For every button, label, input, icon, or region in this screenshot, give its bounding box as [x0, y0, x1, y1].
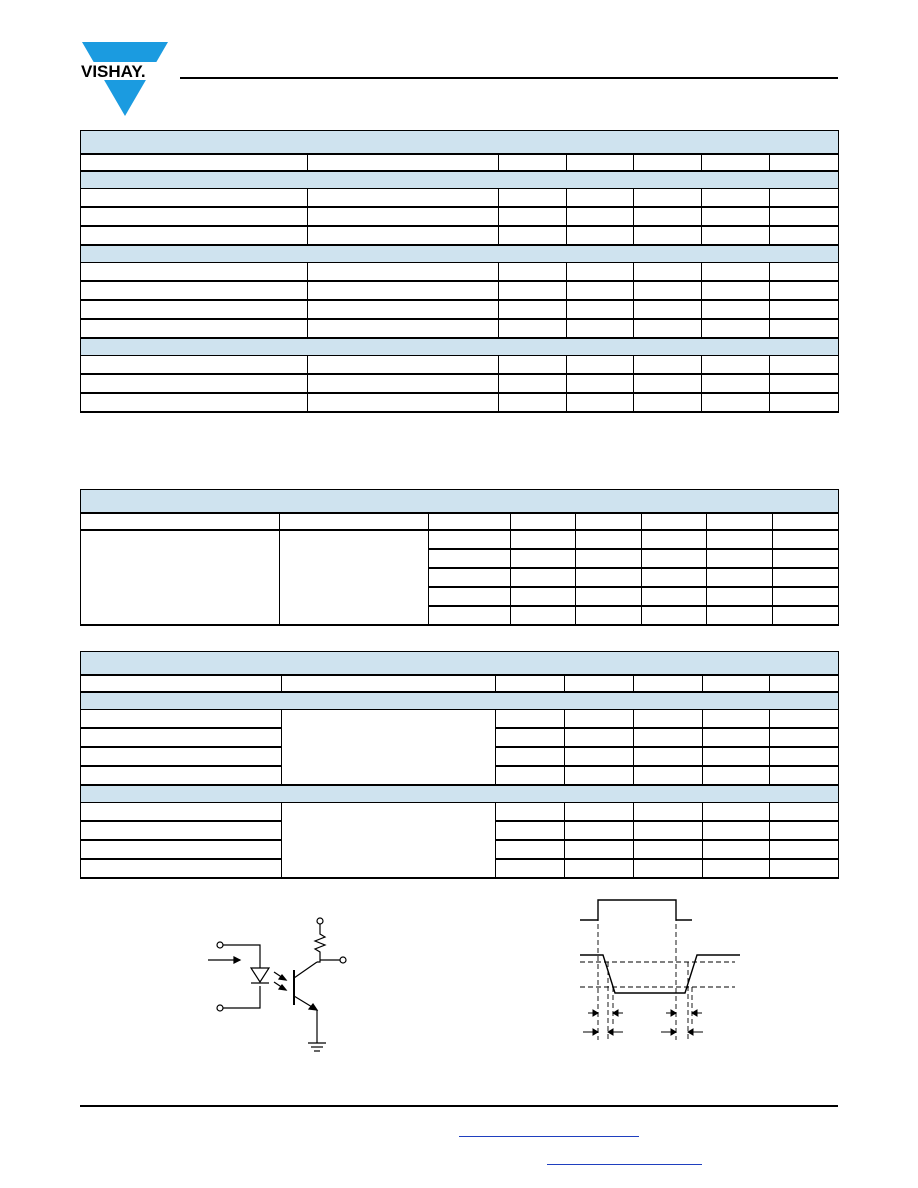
table-header-row — [81, 513, 839, 530]
optocoupler-test-circuit — [200, 910, 360, 1060]
table-section-row — [81, 245, 839, 263]
table-row — [81, 281, 839, 300]
table-row — [81, 356, 839, 375]
table-section-row — [81, 338, 839, 356]
vishay-logo — [80, 42, 170, 116]
table-title-row — [81, 131, 839, 155]
table-header-row — [81, 675, 839, 692]
supply-terminal — [317, 918, 323, 924]
svg-text:VISHAY.: VISHAY. — [81, 62, 146, 81]
table-row — [81, 226, 839, 245]
table-section-row — [81, 692, 839, 710]
characteristics-table-1 — [80, 130, 839, 413]
table-row — [81, 374, 839, 393]
table-row — [81, 393, 839, 412]
table-row — [81, 710, 839, 729]
output-terminal — [340, 957, 346, 963]
table-row — [81, 300, 839, 319]
switching-timing-diagram — [575, 895, 745, 1045]
table-row — [81, 319, 839, 338]
characteristics-table-2 — [80, 489, 839, 626]
input-terminal-bottom — [217, 1005, 223, 1011]
table-row — [81, 530, 839, 549]
input-pulse-waveform — [580, 900, 692, 920]
table-section-row — [81, 785, 839, 803]
footer-link-underline[interactable] — [547, 1164, 702, 1165]
footer-link-underline[interactable] — [459, 1136, 639, 1137]
header-rule — [180, 77, 838, 79]
table-title-row — [81, 652, 839, 676]
table-title-row — [81, 490, 839, 514]
input-terminal-top — [217, 942, 223, 948]
table-row — [81, 803, 839, 822]
table-row — [81, 189, 839, 208]
led-icon — [251, 968, 269, 982]
table-row — [81, 207, 839, 226]
table-row — [81, 263, 839, 282]
footer-rule — [80, 1105, 838, 1107]
table-header-row — [81, 154, 839, 171]
table-section-row — [81, 171, 839, 189]
characteristics-table-3 — [80, 651, 839, 879]
